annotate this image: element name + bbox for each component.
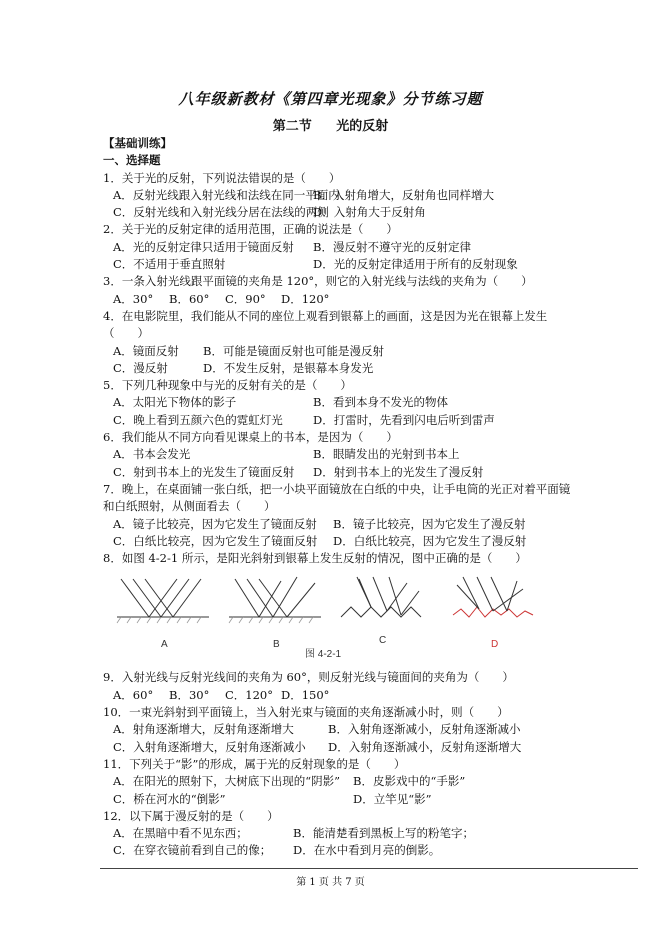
option-c: C．90° [225,291,266,306]
question-12: 12．以下属于漫反射的是（ ） [103,808,279,823]
option-c: C．射到书本上的光发生了镜面反射 [113,464,295,479]
part-heading: 一、选择题 [103,153,161,168]
options-row [103,464,573,481]
options-row [103,791,573,808]
options-row [103,516,573,533]
option-d: D．射到书本上的光发生了漫反射 [313,464,484,479]
option-a: A．60° [113,687,154,702]
section-heading [0,115,661,134]
option-a: A．光的反射定律只适用于镜面反射 [113,239,294,254]
option-b: B．镜子比较亮，因为它发生了漫反射 [333,516,526,531]
options-row [103,256,573,273]
option-a: A．反射光线跟入射光线和法线在同一平面内 [113,187,340,202]
options-row [103,394,573,411]
option-a: A．书本会发光 [113,447,191,462]
option-b: B．皮影戏中的“手影” [353,774,466,789]
diagram-d [453,577,533,617]
option-c: C．桥在河水的“倒影” [113,791,226,806]
figure-4-2-1 [109,569,573,665]
option-d: D．在水中看到月亮的倒影。 [293,843,441,858]
option-c: C．晚上看到五颜六色的霓虹灯光 [113,412,283,427]
option-b: B．看到本身不发光的物体 [313,395,448,410]
option-d: D．入射角逐渐减小，反射角逐渐增大 [328,739,522,754]
figure-label-d: D [491,639,499,651]
diagram-c [341,577,421,617]
option-c: C．白纸比较亮，因为它发生了镜面反射 [113,533,318,548]
option-d: D．150° [281,687,330,702]
question-11: 11．下列关于“影”的形成，属于光的反射现象的是（ ） [103,756,406,771]
option-b: B．60° [169,291,210,306]
options-row [103,533,573,550]
question-7: 7．晚上，在桌面铺一张白纸，把一小块平面镜放在白纸的中央，让手电筒的光正对着平面镜和白纸照射，从侧面看去（ ） [103,481,571,514]
option-c: C．120° [225,687,273,702]
option-b: B．眼睛发出的光射到书本上 [313,447,460,462]
figure-label-b: B [273,639,280,651]
option-c: C．漫反射 [113,360,168,375]
option-a: A．太阳光下物体的影子 [113,395,237,410]
option-d: D．120° [281,291,330,306]
option-d: D．打雷时，先看到闪电后听到雷声 [313,412,495,427]
option-a: A．射角逐渐增大，反射角逐渐增大 [113,722,294,737]
options-row [103,739,573,756]
figure-label-c: C [379,635,387,647]
question-5: 5．下列几种现象中与光的反射有关的是（ ） [103,378,352,393]
option-c: C．反射光线和入射光线分居在法线的两侧 [113,205,329,220]
figure-caption: 图 4-2-1 [305,649,342,661]
options-row [103,360,573,377]
option-b: B．漫反射不遵守光的反射定律 [313,239,471,254]
option-b: B．30° [169,687,210,702]
options-row [103,773,573,790]
question-4: 4．在电影院里，我们能从不同的座位上观看到银幕上的画面，这是因为光在银幕上发生（ ） [103,308,548,341]
section-number: 第二节 [272,119,312,134]
question-3: 3．一条入射光线跟平面镜的夹角是 120°，则它的入射光线与法线的夹角为（ ） [103,274,533,289]
reflection-diagrams [109,569,549,665]
options-row [103,239,573,256]
option-a: A．30° [113,291,154,306]
option-a: A．在黑暗中看不见东西； [113,826,248,841]
training-label: 【基础训练】 [103,136,172,150]
option-c: C．不适用于垂直照射 [113,257,226,272]
option-d: D．入射角大于反射角 [313,205,426,220]
diagram-a [117,579,209,623]
option-c: C．在穿衣镜前看到自己的像； [113,843,272,858]
option-b: B．入射角逐渐减小，反射角逐渐减小 [328,722,521,737]
diagram-b [229,577,321,623]
options-row [103,204,573,221]
option-b: B．能清楚看到黑板上写的粉笔字； [293,826,474,841]
question-2: 2．关于光的反射定律的适用范围，正确的说法是（ ） [103,222,398,237]
option-c: C．入射角逐渐增大，反射角逐渐减小 [113,739,306,754]
page-number: 第 1 页 共 7 页 [296,877,365,888]
option-d: D．白纸比较亮，因为它发生了漫反射 [333,533,527,548]
options-row [103,412,573,429]
options-row [103,825,573,842]
question-1: 1．关于光的反射，下列说法错误的是（ ） [103,170,341,185]
question-10: 10．一束光斜射到平面镜上，当入射光束与镜面的夹角逐渐减小时，则（ ） [103,705,509,720]
document-title: 八年级新教材《第四章光现象》分节练习题 [178,90,483,108]
options-row [103,291,573,308]
options-row [103,687,573,704]
section-name: 光的反射 [336,119,389,134]
options-row [103,842,573,859]
question-6: 6．我们能从不同方向看见课桌上的书本，是因为（ ） [103,430,398,445]
option-b: B．可能是镜面反射也可能是漫反射 [203,343,384,358]
option-d: D．不发生反射，是银幕本身发光 [203,360,374,375]
option-a: A．镜面反射 [113,343,179,358]
option-b: B．入射角增大，反射角也同样增大 [313,187,494,202]
question-8: 8．如图 4-2-1 所示，是阳光斜射到银幕上发生反射的情况，图中正确的是（ ） [103,551,527,566]
options-row [103,446,573,463]
question-list [103,135,573,860]
option-a: A．镜子比较亮，因为它发生了镜面反射 [113,516,317,531]
option-a: A．在阳光的照射下，大树底下出现的“阴影” [113,774,341,789]
options-row [103,721,573,738]
options-row [103,343,573,360]
footer-divider [100,868,638,869]
figure-label-a: A [161,639,168,651]
question-9: 9．入射光线与反射光线间的夹角为 60°，则反射光线与镜面间的夹角为（ ） [103,670,514,685]
option-d: D．立竿见“影” [353,791,432,806]
options-row [103,187,573,204]
option-d: D．光的反射定律适用于所有的反射现象 [313,257,518,272]
